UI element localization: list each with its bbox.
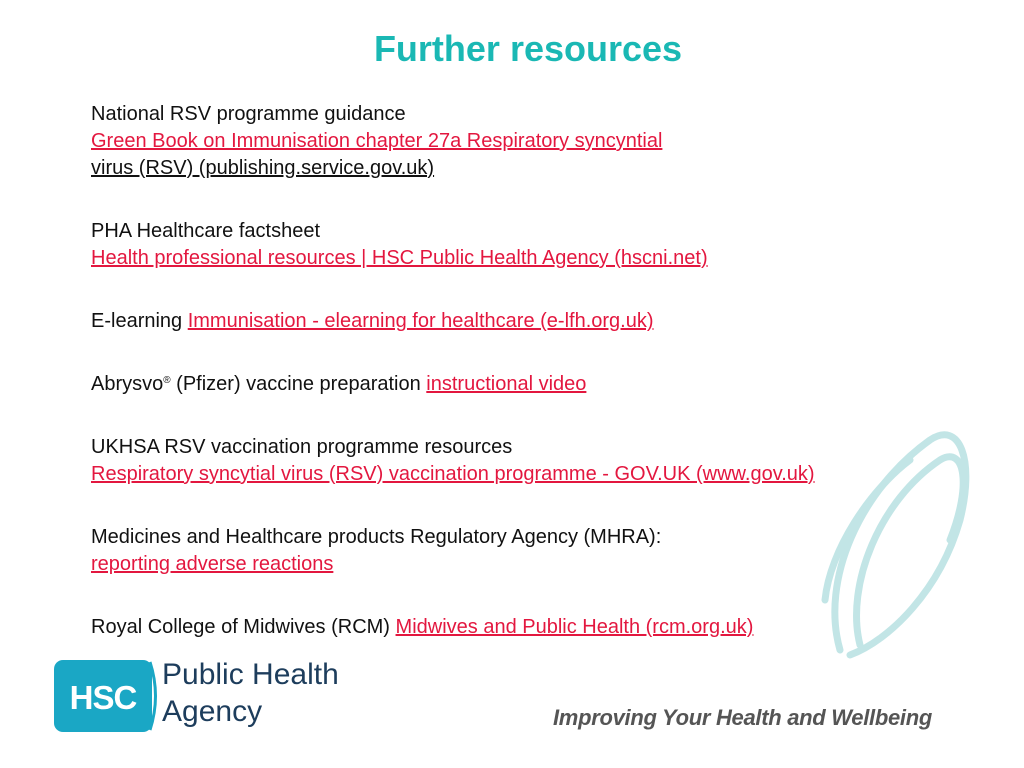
resource-heading: Medicines and Healthcare products Regulatory Agency (MHRA): — [91, 526, 662, 548]
tagline: Improving Your Health and Wellbeing — [553, 705, 933, 730]
green-book-link-continuation[interactable]: virus (RSV) (publishing.service.gov.uk) — [91, 157, 435, 179]
resource-heading: PHA Healthcare factsheet — [91, 220, 321, 242]
resource-entry-rcm — [91, 614, 971, 641]
resource-prefix: E-learning — [91, 310, 188, 332]
hsc-logo-box — [54, 660, 152, 732]
resource-entry-elearning — [91, 308, 971, 335]
logo-line-public-health: Public Health — [162, 658, 339, 691]
resource-heading: National RSV programme guidance — [91, 103, 406, 125]
adverse-reactions-link[interactable]: reporting adverse reactions — [91, 553, 334, 575]
elearning-link[interactable]: Immunisation - elearning for healthcare (e-lfh.org.uk) — [187, 310, 654, 332]
resource-prefix: Abrysvo — [91, 373, 164, 395]
hsc-logo-abbr: HSC — [69, 679, 137, 716]
green-book-link[interactable]: Green Book on Immunisation chapter 27a Respiratory syncyntial — [91, 130, 663, 152]
resource-prefix: Royal College of Midwives (RCM) — [91, 616, 396, 638]
instructional-video-link[interactable]: instructional video — [426, 373, 587, 395]
resource-entry-mhra — [91, 524, 971, 578]
resource-entry-rsv-guidance — [91, 101, 971, 182]
gov-uk-rsv-link[interactable]: Respiratory syncytial virus (RSV) vaccination programme - GOV.UK (www.gov.uk) — [91, 463, 815, 485]
resource-entry-ukhsa — [91, 434, 971, 488]
rcm-link[interactable]: Midwives and Public Health (rcm.org.uk) — [395, 616, 754, 638]
hsc-logo-arcs-icon — [148, 658, 162, 734]
hsc-health-professional-link[interactable]: Health professional resources | HSC Public Health Agency (hscni.net) — [91, 247, 708, 269]
resource-entry-pha-factsheet — [91, 218, 971, 272]
registered-mark: ® — [163, 375, 171, 386]
hsc-pha-logo — [54, 656, 354, 736]
page-title: Further resources — [373, 28, 683, 69]
logo-wordmark — [162, 656, 339, 730]
resource-prefix-rest: (Pfizer) vaccine preparation — [170, 373, 427, 395]
resources-list — [91, 101, 971, 677]
resource-entry-abrysvo — [91, 371, 971, 398]
logo-line-agency: Agency — [162, 695, 263, 728]
resource-heading: UKHSA RSV vaccination programme resources — [91, 436, 513, 458]
